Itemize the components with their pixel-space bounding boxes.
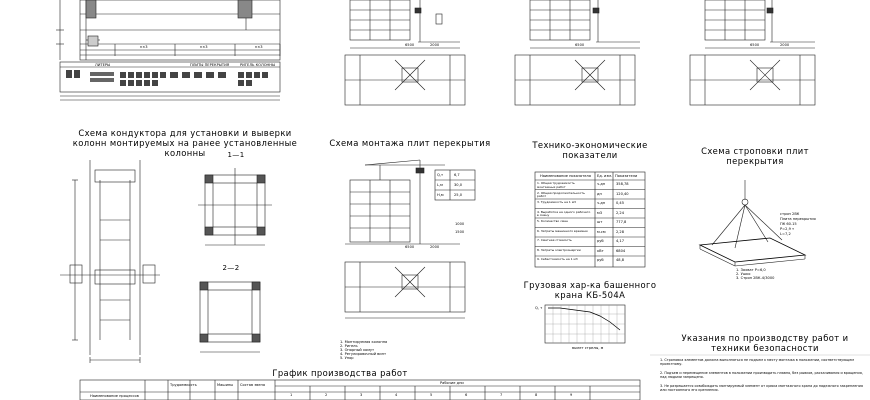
schedule-day-number: 7 <box>500 393 503 397</box>
legend-top-3: РИГЕЛЬ КОЛОННЫ <box>240 63 276 67</box>
tech-row-name: 8. Затраты электроэнергии <box>537 247 581 252</box>
legend-slinging-item: 3. Строп 2ВК-4/3000 <box>736 276 775 280</box>
tech-row-unit: ч.дн <box>597 182 606 186</box>
caption-schedule: График производства работ <box>272 368 408 378</box>
schedule-day-number: 9 <box>570 393 573 397</box>
legend-conductor <box>340 340 387 360</box>
chart-x-label: вылет стрелы, м <box>572 346 604 350</box>
crane-param-h-value: 25,0 <box>454 193 463 197</box>
sling-plate-dims: ПК 60.15 <box>780 222 797 226</box>
instruction-1: 1. Строповка элементов должна выполняться не подъем к месту монтажа в положении, соответствующем проектному. <box>660 358 854 367</box>
tech-row-unit: кВт <box>597 248 604 253</box>
crane-param-q-label: Q,т <box>437 173 444 177</box>
legend-conductor-item: 3. Опорный хомут <box>340 348 375 352</box>
dim-2: 2000 <box>430 245 440 249</box>
conductor-elevation <box>60 160 160 363</box>
top-dim-2: 2000 <box>430 43 440 47</box>
tech-row-value: 358,78 <box>616 182 629 186</box>
tech-row-name: 7. Сметная стоимость <box>537 238 572 242</box>
legend-slinging-item: 2. Ушко <box>736 272 751 276</box>
schedule-day-number: 4 <box>395 393 398 397</box>
crane-chart <box>545 305 625 343</box>
sling-weight: Р=2,9 т <box>780 227 795 231</box>
caption-slinging: Схема строповки плит перекрытия <box>701 146 809 166</box>
tech-row-name: 2. Общая продолжительность работ <box>537 190 585 198</box>
legend-conductor-item: 1. Монтируемая колонна <box>340 340 388 344</box>
tech-row-unit: ч.дн <box>597 201 606 205</box>
tech-row-value: 2,24 <box>616 210 625 215</box>
sling-length: L=7,2 <box>780 232 791 236</box>
top-dim-1: 6500 <box>405 43 415 47</box>
tech-row-value: 2,28 <box>616 229 625 234</box>
top-dim-5: 2000 <box>780 43 790 47</box>
tech-row-name: 1. Общая трудоемкость монтажных работ <box>537 181 575 189</box>
section-label-2: 2—2 <box>222 264 240 272</box>
tech-row-unit: дн <box>597 191 602 196</box>
tech-row-name: 6. Затраты машинного времени <box>537 228 588 233</box>
caption-crane-char: Грузовая хар-ка башенного крана КБ-504А <box>523 280 657 300</box>
legend-slinging-item: 1. Захват Р=6,0 <box>736 268 766 272</box>
tech-row-name: 3. Трудоемкость на 1 м3 <box>537 200 576 204</box>
schedule-header-name: Наименование процессов <box>90 394 139 398</box>
chart-y-label: Q, т <box>535 306 543 310</box>
tech-row-unit: м3 <box>597 210 602 215</box>
tech-header-unit: Ед. изм. <box>597 174 613 178</box>
crane-param-q-value: 6,7 <box>454 173 460 177</box>
section-label-1: 1—1 <box>227 151 245 159</box>
crane-param-l-value: 30,0 <box>454 183 463 187</box>
caption-conductor: Схема кондуктора для установки и выверки колонн монтируемых на ранее установленные колонны <box>72 128 298 158</box>
schedule-table <box>80 380 640 400</box>
schedule-header-machine: Машины <box>217 383 234 387</box>
tech-row-value: 48,8 <box>616 258 625 262</box>
top-dim-4: 6500 <box>750 43 760 47</box>
caption-tech-econ: Технико-экономические показатели <box>532 140 648 160</box>
legend-conductor-item: 5. Упор <box>340 356 354 360</box>
bay-label-2: n×3 <box>200 45 208 49</box>
schedule-day-number: 6 <box>465 393 468 397</box>
caption-slab-mount: Схема монтажа плит перекрытия <box>329 138 491 148</box>
schedule-day-number: 2 <box>325 393 328 397</box>
schedule-day-number: 8 <box>535 393 538 397</box>
dim-1: 6500 <box>405 245 415 249</box>
legend-top-1: ЛИТЕРЫ <box>95 63 111 67</box>
instruction-3: 3. Не разрешается освобождать монтируемый элемент от крюка монтажного крана до надежного закрепления или постоянного его крепления. <box>660 384 863 393</box>
bay-label-1: n×3 <box>140 45 148 49</box>
schedule-header-days: Рабочие дни <box>440 381 464 385</box>
top-left-plan <box>56 0 280 100</box>
legend-slinging <box>736 268 774 280</box>
tech-row-unit: м.см <box>597 229 606 234</box>
schedule-day-number: 3 <box>360 393 363 397</box>
tech-row-unit: руб <box>597 258 604 262</box>
conductor-section-1 <box>198 168 272 245</box>
dim-3: 1500 <box>455 230 465 234</box>
tech-row-value: 777,8 <box>616 220 627 224</box>
tech-row-value: 0,45 <box>616 201 625 205</box>
tech-row-value: 4,17 <box>616 239 625 243</box>
tech-header-name: Наименование показателя <box>540 174 591 178</box>
instruction-2: 2. Подъем и перемещение элементов в положении производить плавно, без рывков, раскачивания и вращения, над людьми запрещено. <box>660 371 863 380</box>
tech-row-unit: шт <box>597 220 603 224</box>
tech-row-value: 120,40 <box>616 191 629 196</box>
top-frames <box>345 0 815 105</box>
conductor-section-2 <box>200 282 260 352</box>
legend-top-2: ПЛИТЫ ПЕРЕКРЫТИЯ <box>190 63 230 67</box>
schedule-header-labour: Трудоемкость <box>170 383 197 387</box>
crane-param-l-label: L,м <box>437 183 443 187</box>
legend-conductor-item: 2. Ригель <box>340 344 358 348</box>
dim-4: 1000 <box>455 222 465 226</box>
schedule-day-number: 5 <box>430 393 433 397</box>
tech-row-unit: руб <box>597 239 604 243</box>
tech-row-name: 9. Себестоимость на 1 м3 <box>537 257 578 261</box>
tech-row-value: 6804 <box>616 248 626 253</box>
caption-instructions: Указания по производству работ и техники безопасности <box>681 333 849 353</box>
tech-row-name: 5. Количество смен <box>537 219 568 223</box>
legend-conductor-item: 4. Регулировочный винт <box>340 352 387 356</box>
tech-header-value: Показатели <box>615 174 638 178</box>
bay-label-3: n×3 <box>255 45 263 49</box>
sling-plate-label: Плита перекрытия <box>780 217 816 221</box>
tech-row-name: 4. Выработка на одного рабочего в смену <box>537 209 591 217</box>
schedule-header-brigade: Состав звена <box>240 383 266 387</box>
crane-param-h-label: H,м <box>437 193 444 197</box>
sling-label: строп 2ВК <box>780 212 800 216</box>
schedule-day-number: 1 <box>290 393 293 397</box>
top-dim-3: 6500 <box>575 43 585 47</box>
